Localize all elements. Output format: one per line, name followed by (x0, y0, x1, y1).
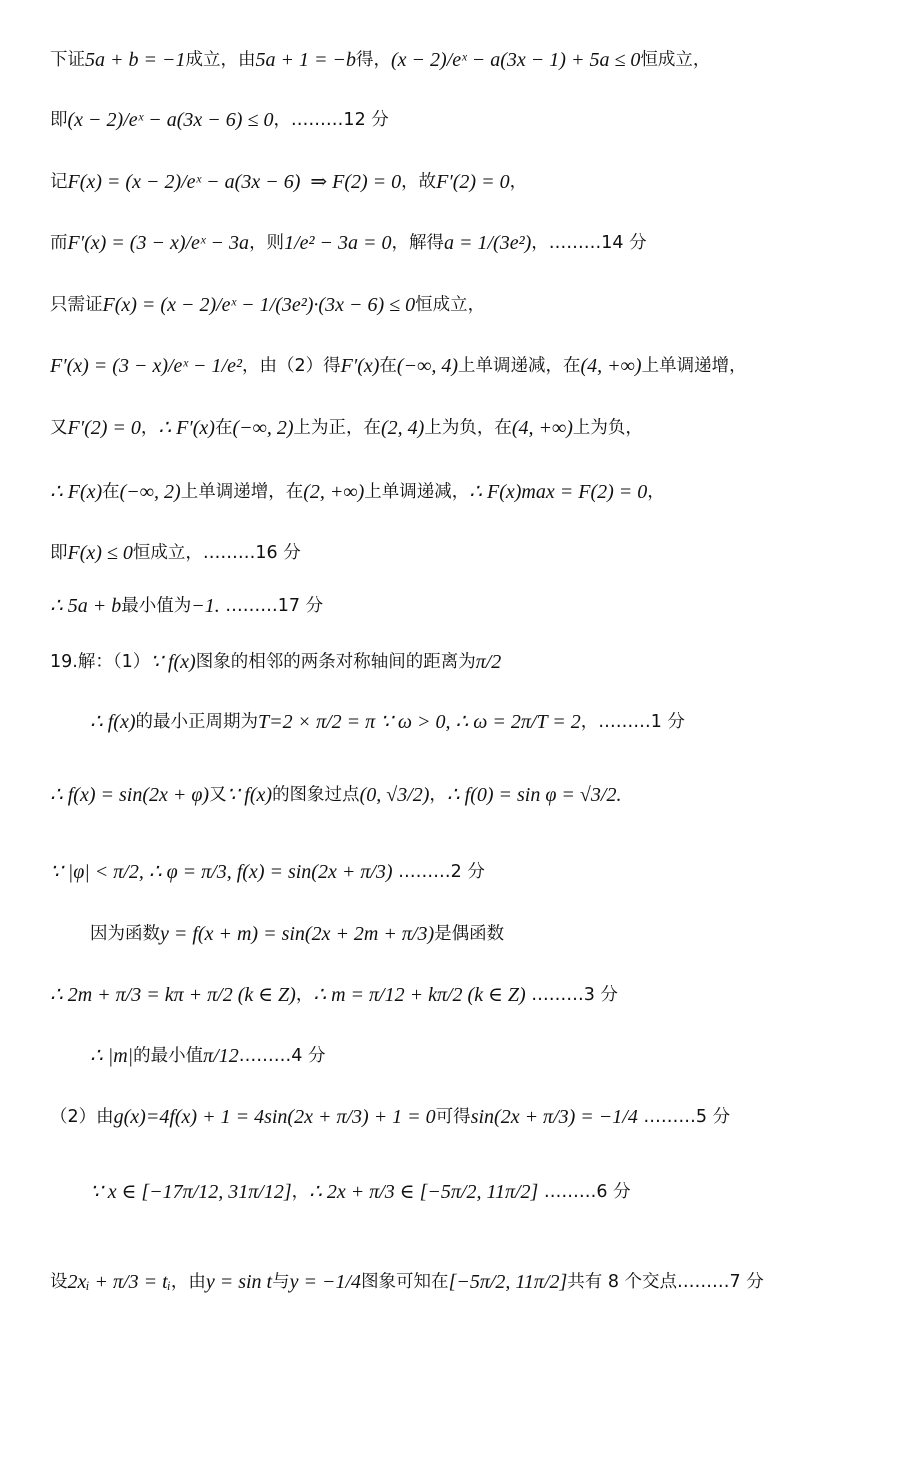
line-text: 上为负，在 (424, 418, 512, 438)
line-text: ，由 (170, 1272, 206, 1292)
formula: ∴ f(0) = sin φ = √3/2. (446, 784, 622, 806)
line-text: 的图象过点 (272, 785, 360, 805)
line-text: ………5 分 (637, 1107, 731, 1127)
formula: y = f(x + m) = sin(2x + 2m + π/3) (160, 923, 435, 945)
line-text: 是偶函数 (434, 924, 505, 944)
line-text: ，解得 (391, 233, 444, 253)
line-text: 下证 (50, 50, 85, 70)
formula: y = −1/4 (289, 1271, 362, 1293)
text-line-l11 (50, 648, 900, 676)
text-line-l13 (50, 781, 900, 809)
text-line-l17 (90, 1042, 900, 1070)
line-text: ，………1 分 (580, 712, 685, 732)
line-text: 上单调递增，在 (180, 482, 304, 502)
line-text: 可得 (435, 1107, 471, 1127)
formula: (x − 2)/eˣ − a(3x − 1) + 5a ≤ 0 (391, 49, 641, 71)
text-line-l10 (50, 592, 900, 620)
line-text: ，由（2）得 (241, 356, 341, 376)
line-text: ， (647, 482, 665, 502)
formula: ∴ F′(x) (158, 417, 215, 439)
line-text: ， (429, 785, 447, 805)
line-text: 又 (209, 785, 227, 805)
text-line-l06 (50, 352, 900, 380)
formula: ∴ f(x) = sin(2x + φ) (50, 784, 210, 806)
text-line-l04 (50, 229, 900, 257)
text-line-l12 (90, 708, 900, 736)
text-line-l01 (50, 46, 900, 74)
text-line-l09 (50, 539, 900, 567)
line-text: ………2 分 (392, 862, 485, 882)
text-line-l15 (90, 920, 900, 948)
line-text: 与 (272, 1272, 290, 1292)
text-line-l08 (50, 478, 900, 506)
formula: ∴ |m| (90, 1045, 134, 1067)
line-text: 的最小正周期为 (135, 712, 258, 732)
formula: ∵ f(x) (226, 784, 273, 806)
line-text: ， (140, 418, 159, 438)
formula: ∵ |φ| < π/2, ∴ φ = π/3, f(x) = sin(2x + π/3) (50, 861, 393, 883)
formula: T=2 × π/2 = π ∵ ω > 0, ∴ ω = 2π/T = 2 (257, 711, 581, 733)
text-line-l02 (50, 106, 900, 134)
line-text: （2）由 (50, 1107, 114, 1127)
line-text: ………3 分 (525, 985, 618, 1005)
formula: (−∞, 2) (232, 417, 294, 439)
text-line-l20 (50, 1268, 900, 1296)
text-line-l03 (50, 168, 900, 196)
formula: g(x)=4f(x) + 1 = 4sin(2x + π/3) + 1 = 0 (113, 1106, 436, 1128)
line-text: 恒成立，………16 分 (132, 543, 301, 563)
line-text: 共有 8 个交点………7 分 (567, 1272, 764, 1292)
line-text: ，………14 分 (531, 233, 647, 253)
formula: (2, +∞) (303, 481, 365, 503)
line-text: 上单调递减，在 (458, 356, 581, 376)
formula: ∴ m = π/12 + kπ/2 (k ∈ Z) (313, 984, 526, 1006)
line-text: 上为正，在 (293, 418, 382, 438)
line-text: 成立，由 (185, 50, 256, 70)
line-text: 又 (50, 418, 68, 438)
text-line-l05 (50, 291, 900, 319)
formula: (0, √3/2) (359, 784, 430, 806)
formula: y = sin t (205, 1271, 273, 1293)
line-text: 图象的相邻的两条对称轴间的距离为 (195, 652, 476, 672)
line-text: 图象可知在 (361, 1272, 449, 1292)
line-text: ………6 分 (538, 1182, 631, 1202)
line-text: ………4 分 (238, 1046, 326, 1066)
formula: ∵ f(x) (150, 651, 196, 673)
formula: (4, +∞) (511, 417, 573, 439)
line-text: 即 (50, 543, 68, 563)
formula: (x − 2)/eˣ − a(3x − 6) ≤ 0 (67, 109, 274, 131)
formula: F′(2) = 0 (67, 417, 141, 439)
formula: −1. (191, 595, 220, 617)
formula: a = 1/(3e²) (443, 232, 532, 254)
formula: F(x) = (x − 2)/eˣ − a(3x − 6) ⇒ F(2) = 0 (67, 171, 402, 193)
formula: 2xᵢ + π/3 = tᵢ (67, 1271, 171, 1293)
formula: sin(2x + π/3) = −1/4 (470, 1106, 638, 1128)
formula: 5a + b = −1 (85, 49, 186, 71)
text-line-l07 (50, 414, 900, 442)
line-text: ， (509, 172, 528, 192)
line-text: 在 (102, 482, 120, 502)
line-text: 19.解：（1） (50, 652, 151, 672)
line-text: 在 (379, 356, 397, 376)
line-text: ，………12 分 (273, 110, 389, 130)
formula: F′(2) = 0 (436, 171, 510, 193)
formula: F(x) = (x − 2)/eˣ − 1/(3e²)·(3x − 6) ≤ 0 (102, 294, 416, 316)
line-text: ， (291, 1182, 310, 1202)
line-text: 恒成立， (640, 50, 711, 70)
text-line-l16 (50, 981, 900, 1009)
line-text: 上单调递减， (364, 482, 470, 502)
formula: ∴ 5a + b (50, 595, 122, 617)
line-text: 得， (356, 50, 391, 70)
text-line-l18 (50, 1103, 900, 1131)
line-text: 因为函数 (90, 924, 160, 944)
line-text: ，故 (401, 172, 437, 192)
line-text: 的最小值 (133, 1046, 204, 1066)
formula: F′(x) = (3 − x)/eˣ − 3a (67, 232, 250, 254)
line-text: 即 (50, 110, 68, 130)
text-line-l14 (50, 858, 900, 886)
line-text: 上单调递增， (641, 356, 747, 376)
text-line-l19 (90, 1178, 900, 1206)
formula: ∴ 2m + π/3 = kπ + π/2 (k ∈ Z) (50, 984, 296, 1006)
formula: π/12 (203, 1045, 239, 1067)
formula: 5a + 1 = −b (255, 49, 356, 71)
formula: ∴ F(x) (50, 481, 103, 503)
formula: (−∞, 4) (396, 355, 458, 377)
line-text: 设 (50, 1272, 68, 1292)
formula: ∴ f(x) (90, 711, 136, 733)
formula: (2, 4) (381, 417, 425, 439)
line-text: 记 (50, 172, 68, 192)
formula: F′(x) = (3 − x)/eˣ − 1/e² (50, 355, 242, 377)
line-text: 在 (214, 418, 233, 438)
line-text: ………17 分 (219, 596, 324, 616)
formula: F(x) ≤ 0 (67, 542, 133, 564)
formula: [−5π/2, 11π/2] (448, 1271, 568, 1293)
formula: F′(x) (340, 355, 380, 377)
line-text: 只需证 (50, 295, 103, 315)
line-text: ，则 (249, 233, 285, 253)
formula: ∴ F(x)max = F(2) = 0 (469, 481, 648, 503)
line-text: 恒成立， (415, 295, 486, 315)
formula: 1/e² − 3a = 0 (284, 232, 392, 254)
formula: ∵ x ∈ [−17π/12, 31π/12] (90, 1181, 292, 1203)
line-text: 上为负， (572, 418, 643, 438)
line-text: 而 (50, 233, 68, 253)
formula: ∴ 2x + π/3 ∈ [−5π/2, 11π/2] (309, 1181, 539, 1203)
formula: (−∞, 2) (119, 481, 181, 503)
formula: (4, +∞) (580, 355, 642, 377)
line-text: 最小值为 (121, 596, 192, 616)
formula: π/2 (475, 651, 502, 673)
line-text: ， (295, 985, 314, 1005)
